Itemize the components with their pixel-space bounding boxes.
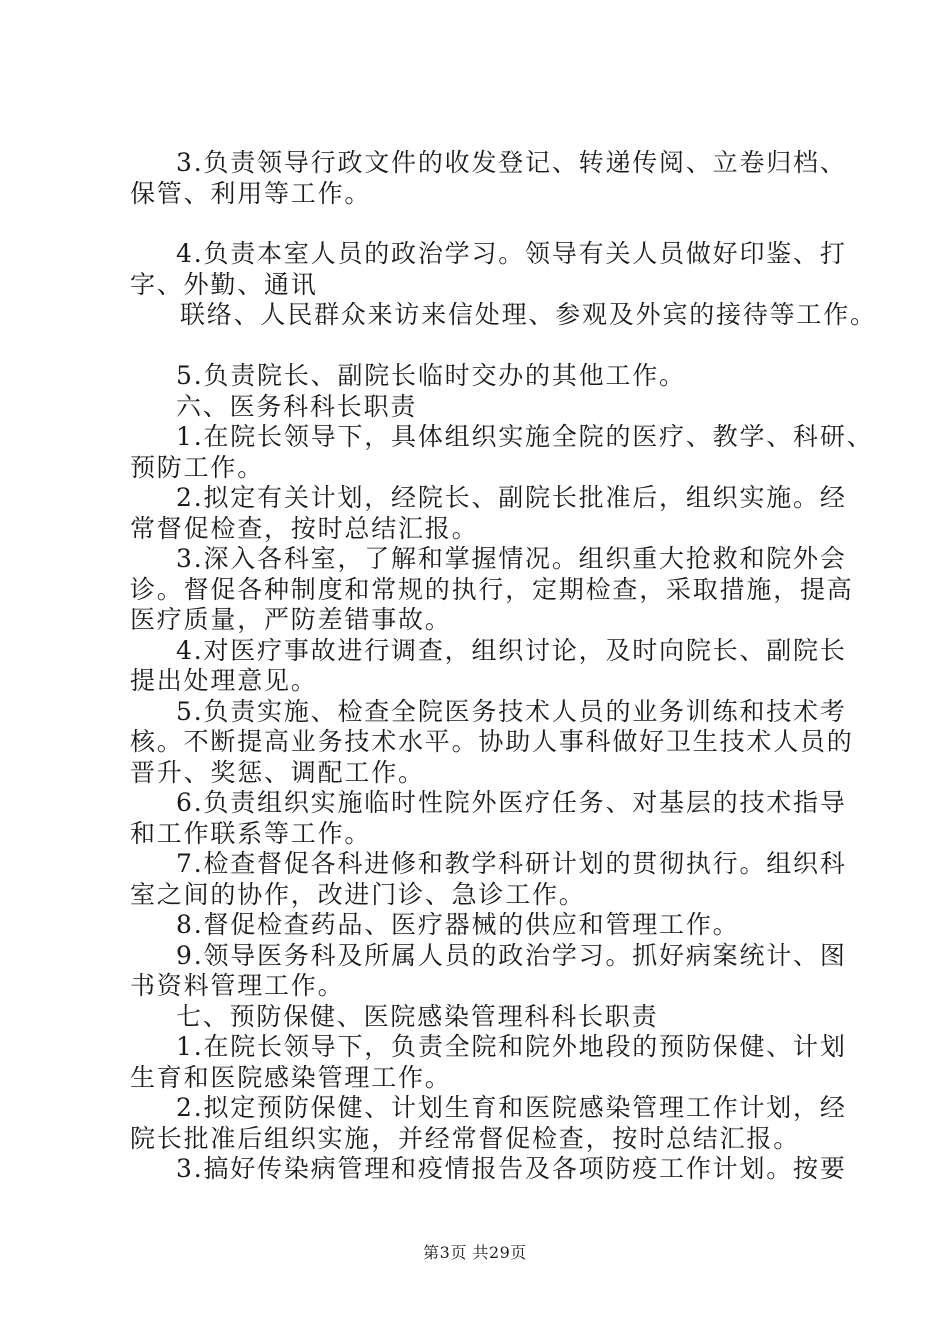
text-line: 保管、利用等工作。 (130, 179, 372, 208)
text-line: 3.搞好传染病管理和疫情报告及各项防疫工作计划。按要 (176, 1154, 847, 1183)
text-line: 1.在院长领导下，具体组织实施全院的医疗、教学、科研、 (176, 422, 874, 451)
section-heading: 六、医务科科长职责 (176, 392, 418, 421)
text-line: 核。不断提高业务技术水平。协助人事科做好卫生技术人员的 (130, 727, 854, 756)
text-line: 3.负责领导行政文件的收发登记、转递传阅、立卷归档、 (176, 148, 847, 177)
text-line: 提出处理意见。 (130, 666, 318, 695)
text-line: 5.负责院长、副院长临时交办的其他工作。 (176, 361, 686, 390)
text-line: 8.督促检查药品、医疗器械的供应和管理工作。 (176, 910, 740, 939)
text-line: 3.深入各科室，了解和掌握情况。组织重大抢救和院外会 (176, 544, 847, 573)
text-line: 2.拟定有关计划，经院长、副院长批准后，组织实施。经 (176, 483, 847, 512)
text-line: 书资料管理工作。 (130, 971, 345, 1000)
text-line: 6.负责组织实施临时性院外医疗任务、对基层的技术指导 (176, 788, 847, 817)
section-heading: 七、预防保健、医院感染管理科科长职责 (176, 1002, 659, 1031)
text-line: 室之间的协作，改进门诊、急诊工作。 (130, 880, 586, 909)
text-line: 9.领导医务科及所属人员的政治学习。抓好病案统计、图 (176, 941, 847, 970)
text-line: 常督促检查，按时总结汇报。 (130, 514, 479, 543)
text-line: 5.负责实施、检查全院医务技术人员的业务训练和技术考 (176, 697, 847, 726)
text-line: 4.对医疗事故进行调查，组织讨论，及时向院长、副院长 (176, 636, 847, 665)
text-line: 联络、人民群众来访来信处理、参观及外宾的接待等工作。 (180, 300, 877, 329)
text-line: 和工作联系等工作。 (130, 819, 372, 848)
text-line: 预防工作。 (130, 453, 265, 482)
text-line: 晋升、奖惩、调配工作。 (130, 758, 425, 787)
text-line: 7.检查督促各科进修和教学科研计划的贯彻执行。组织科 (176, 849, 847, 878)
text-line: 院长批准后组织实施，并经常督促检查，按时总结汇报。 (130, 1124, 801, 1153)
text-line: 医疗质量，严防差错事故。 (130, 605, 452, 634)
text-line: 1.在院长领导下，负责全院和院外地段的预防保健、计划 (176, 1032, 847, 1061)
text-line: 4.负责本室人员的政治学习。领导有关人员做好印鉴、打 (176, 239, 847, 268)
text-line: 2.拟定预防保健、计划生育和医院感染管理工作计划，经 (176, 1093, 847, 1122)
text-line: 生育和医院感染管理工作。 (130, 1063, 452, 1092)
page-number-footer: 第3页 共29页 (423, 1243, 527, 1262)
text-line: 字、外勤、通讯 (130, 270, 318, 299)
text-line: 诊。督促各种制度和常规的执行，定期检查，采取措施，提高 (130, 575, 854, 604)
